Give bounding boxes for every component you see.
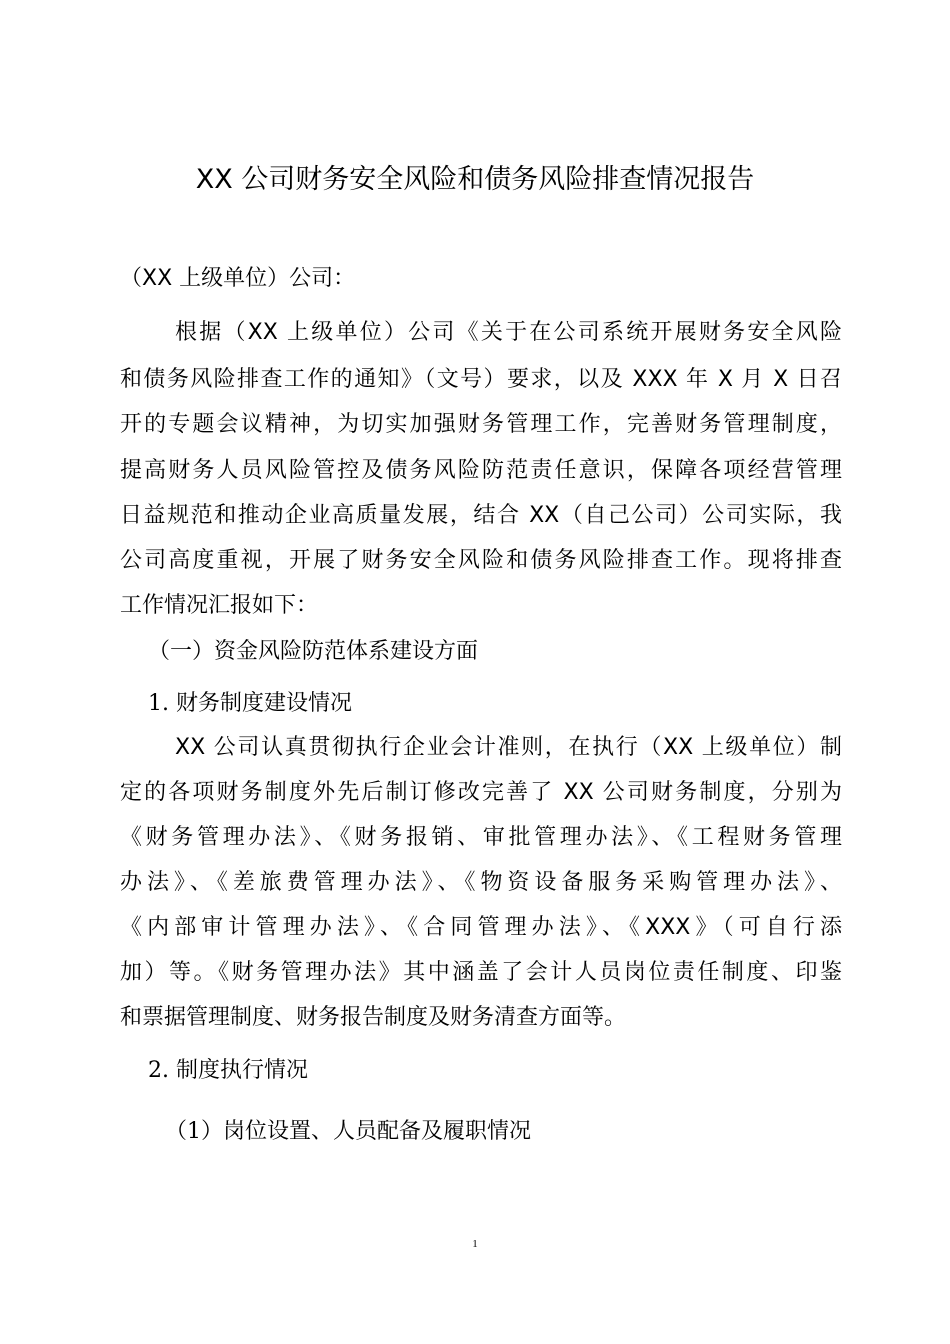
document-title: XX 公司财务安全风险和债务风险排查情况报告 xyxy=(195,164,755,195)
paragraph-line: 公司高度重视，开展了财务安全风险和债务风险排查工作。现将排查 xyxy=(120,548,842,573)
paragraph-line: 《内部审计管理办法》、《合同管理办法》、《XXX》（可自行添 xyxy=(120,915,842,940)
salutation: （XX 上级单位）公司： xyxy=(120,266,356,291)
paragraph-line: 和债务风险排查工作的通知》（文号）要求，以及 XXX 年 X 月 X 日召 xyxy=(120,367,842,392)
subsection-heading: 1. 财务制度建设情况 xyxy=(148,691,352,716)
paragraph-line: 办法》、《差旅费管理办法》、《物资设备服务采购管理办法》、 xyxy=(120,870,842,895)
subsubsection-heading: （1）岗位设置、人员配备及履职情况 xyxy=(165,1119,531,1144)
subsection-heading: 2. 制度执行情况 xyxy=(148,1058,308,1083)
paragraph-line: 加）等。《财务管理办法》其中涵盖了会计人员岗位责任制度、印鉴 xyxy=(120,960,842,985)
paragraph-line: 根据（XX 上级单位）公司《关于在公司系统开展财务安全风险 xyxy=(175,320,842,345)
paragraph-line: 和票据管理制度、财务报告制度及财务清查方面等。 xyxy=(120,1005,627,1030)
paragraph-line: 提高财务人员风险管控及债务风险防范责任意识，保障各项经营管理 xyxy=(120,458,842,483)
paragraph-line: 开的专题会议精神，为切实加强财务管理工作，完善财务管理制度， xyxy=(120,412,842,437)
paragraph-line: 工作情况汇报如下： xyxy=(120,593,319,618)
page-number: 1 xyxy=(472,1238,478,1250)
paragraph-line: XX 公司认真贯彻执行企业会计准则，在执行（XX 上级单位）制 xyxy=(175,735,842,760)
section-heading: （一）资金风险防范体系建设方面 xyxy=(148,639,479,664)
paragraph-line: 日益规范和推动企业高质量发展，结合 XX（自己公司）公司实际，我 xyxy=(120,503,842,528)
paragraph-line: 定的各项财务制度外先后制订修改完善了 XX 公司财务制度，分别为 xyxy=(120,780,842,805)
paragraph-line: 《财务管理办法》、《财务报销、审批管理办法》、《工程财务管理 xyxy=(120,825,842,850)
